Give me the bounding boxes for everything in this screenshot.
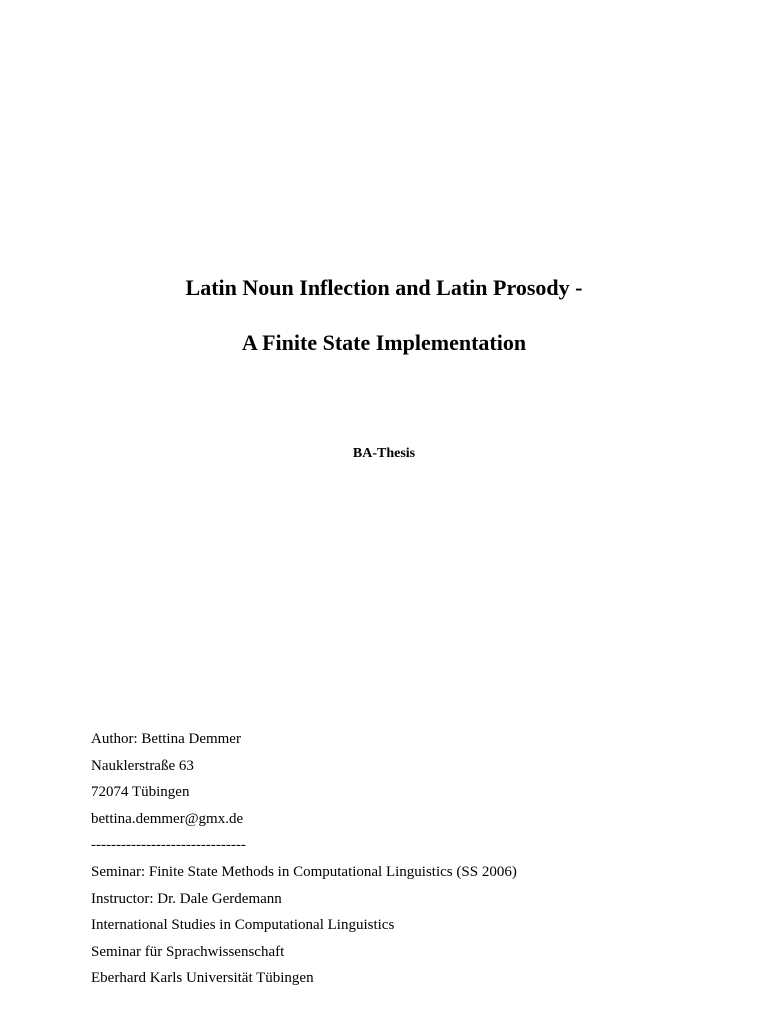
author-city: 72074 Tübingen: [91, 784, 190, 801]
title-line-2: A Finite State Implementation: [241, 330, 527, 355]
separator-line: -------------------------------: [91, 837, 246, 854]
author-street: Nauklerstraße 63: [91, 757, 194, 774]
author-name: Author: Bettina Demmer: [91, 731, 241, 747]
university-name: Eberhard Karls Universität Tübingen: [91, 970, 314, 987]
thesis-type: BA-Thesis: [352, 446, 416, 461]
program-name: International Studies in Computational Linguistics: [91, 917, 395, 934]
title-line-1: Latin Noun Inflection and Latin Prosody -: [185, 275, 583, 300]
instructor-name: Instructor: Dr. Dale Gerdemann: [91, 890, 282, 907]
department-name: Seminar für Sprachwissenschaft: [91, 943, 285, 960]
author-email: bettina.demmer@gmx.de: [91, 810, 244, 827]
seminar-name: Seminar: Finite State Methods in Computational Linguistics (SS 2006): [91, 863, 517, 880]
author-info-block: [91, 729, 731, 995]
